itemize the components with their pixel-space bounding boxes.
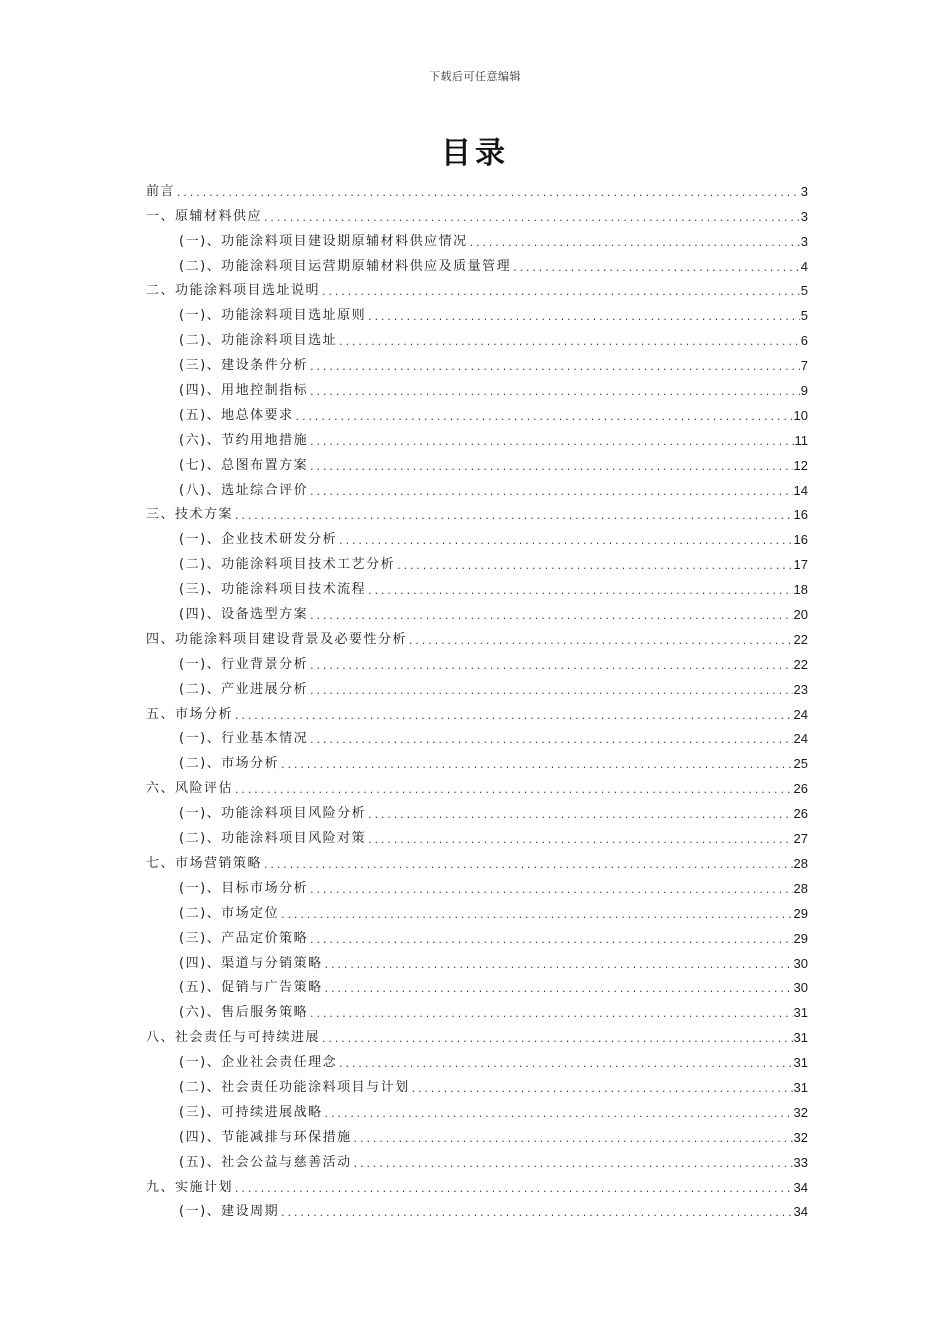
toc-entry[interactable]: [146, 300, 808, 325]
toc-entry[interactable]: [146, 1197, 808, 1222]
toc-dot-leader: [176, 187, 800, 201]
toc-entry-title: 五、市场分析: [146, 706, 234, 722]
toc-entry-page: 14: [793, 482, 808, 498]
toc-entry-page: 32: [793, 1104, 808, 1120]
toc-entry-page: 4: [800, 258, 808, 274]
toc-entry[interactable]: [146, 500, 808, 525]
toc-entry[interactable]: [146, 898, 808, 923]
toc-entry[interactable]: [146, 773, 808, 798]
toc-dot-leader: [324, 959, 793, 973]
toc-entry-page: 22: [793, 656, 808, 672]
toc-dot-leader: [309, 461, 792, 475]
toc-entry[interactable]: [146, 574, 808, 599]
toc-entry-page: 31: [793, 1030, 808, 1046]
toc-entry-page: 22: [793, 631, 808, 647]
toc-dot-leader: [234, 784, 793, 798]
toc-entry-page: 34: [793, 1179, 808, 1195]
toc-entry-title: (五)、社会公益与慈善活动: [179, 1154, 352, 1170]
toc-entry-title: (五)、促销与广告策略: [179, 980, 323, 996]
toc-entry-title: (一)、功能涂料项目风险分析: [179, 806, 367, 822]
toc-entry-page: 26: [793, 806, 808, 822]
toc-dot-leader: [338, 535, 792, 549]
toc-entry[interactable]: [146, 649, 808, 674]
toc-entry-title: (二)、社会责任功能涂料项目与计划: [179, 1079, 410, 1095]
toc-dot-leader: [309, 486, 792, 500]
toc-entry-title: 一、原辅材料供应: [146, 208, 263, 224]
toc-entry-title: (一)、目标市场分析: [179, 880, 309, 896]
toc-entry[interactable]: [146, 848, 808, 873]
toc-entry[interactable]: [146, 375, 808, 400]
toc-entry-page: 24: [793, 706, 808, 722]
toc-dot-leader: [234, 710, 793, 724]
toc-entry-title: (六)、售后服务策略: [179, 1005, 309, 1021]
toc-entry-title: (一)、功能涂料项目建设期原辅材料供应情况: [179, 233, 468, 249]
toc-entry-title: (二)、功能涂料项目选址: [179, 333, 338, 349]
toc-entry-page: 34: [793, 1204, 808, 1220]
toc-dot-leader: [353, 1158, 793, 1172]
toc-entry[interactable]: [146, 748, 808, 773]
toc-entry[interactable]: [146, 524, 808, 549]
toc-dot-leader: [408, 635, 793, 649]
toc-entry-title: (二)、产业进展分析: [179, 681, 309, 697]
toc-dot-leader: [280, 909, 792, 923]
toc-entry-title: (一)、行业基本情况: [179, 731, 309, 747]
toc-entry-page: 31: [793, 1079, 808, 1095]
toc-entry-title: (四)、用地控制指标: [179, 383, 309, 399]
toc-dot-leader: [280, 759, 792, 773]
toc-entry-page: 6: [800, 333, 808, 349]
toc-entry-title: 七、市场营销策略: [146, 855, 263, 871]
toc-entry-title: (六)、节约用地措施: [179, 432, 309, 448]
toc-entry[interactable]: [146, 798, 808, 823]
toc-entry-page: 24: [793, 731, 808, 747]
toc-entry-title: 前言: [146, 183, 176, 199]
toc-entry-page: 29: [793, 905, 808, 921]
toc-entry-page: 26: [793, 781, 808, 797]
toc-entry-page: 20: [793, 607, 808, 623]
toc-dot-leader: [309, 734, 792, 748]
toc-entry-page: 3: [800, 208, 808, 224]
toc-entry-page: 10: [793, 407, 808, 423]
toc-entry-page: 16: [793, 507, 808, 523]
toc-entry-title: 二、功能涂料项目选址说明: [146, 283, 321, 299]
toc-entry[interactable]: [146, 923, 808, 948]
toc-dot-leader: [411, 1083, 793, 1097]
toc-entry-page: 17: [793, 557, 808, 573]
toc-entry-page: 3: [800, 233, 808, 249]
toc-dot-leader: [367, 311, 800, 325]
toc-dot-leader: [309, 934, 792, 948]
toc-entry[interactable]: [146, 674, 808, 699]
toc-entry-page: 31: [793, 1005, 808, 1021]
toc-entry-page: 18: [793, 582, 808, 598]
toc-entry[interactable]: [146, 873, 808, 898]
toc-entry[interactable]: [146, 1147, 808, 1172]
toc-dot-leader: [353, 1133, 793, 1147]
toc-entry[interactable]: [146, 948, 808, 973]
toc-entry-title: (二)、功能涂料项目运营期原辅材料供应及质量管理: [179, 258, 512, 274]
toc-entry[interactable]: [146, 724, 808, 749]
toc-entry[interactable]: [146, 599, 808, 624]
toc-dot-leader: [234, 510, 793, 524]
toc-entry-page: 11: [794, 432, 808, 448]
toc-dot-leader: [338, 336, 800, 350]
toc-entry-page: 30: [793, 980, 808, 996]
toc-entry-page: 7: [800, 358, 808, 374]
toc-entry-page: 23: [793, 681, 808, 697]
toc-dot-leader: [263, 212, 800, 226]
toc-entry-title: (四)、设备选型方案: [179, 607, 309, 623]
toc-entry[interactable]: [146, 325, 808, 350]
toc-entry[interactable]: [146, 350, 808, 375]
toc-entry-title: (三)、可持续进展战略: [179, 1104, 323, 1120]
toc-entry-title: (一)、功能涂料项目选址原则: [179, 308, 367, 324]
toc-entry[interactable]: [146, 973, 808, 998]
toc-entry-title: (二)、市场分析: [179, 756, 280, 772]
toc-dot-leader: [263, 859, 793, 873]
toc-entry[interactable]: [146, 699, 808, 724]
toc-dot-leader: [309, 660, 792, 674]
toc-entry-title: (一)、企业技术研发分析: [179, 532, 338, 548]
toc-dot-leader: [321, 286, 800, 300]
toc-entry-title: (八)、选址综合评价: [179, 482, 309, 498]
toc-entry-title: (三)、功能涂料项目技术流程: [179, 582, 367, 598]
toc-entry[interactable]: [146, 1047, 808, 1072]
toc-dot-leader: [338, 1058, 792, 1072]
toc-entry-page: 16: [793, 532, 808, 548]
toc-entry[interactable]: [146, 425, 808, 450]
toc-entry-title: (四)、渠道与分销策略: [179, 955, 323, 971]
toc-entry-page: 32: [793, 1129, 808, 1145]
toc-entry-page: 3: [800, 183, 808, 199]
toc-entry-page: 33: [793, 1154, 808, 1170]
toc-dot-leader: [309, 361, 800, 375]
toc-entry-page: 31: [793, 1055, 808, 1071]
toc-entry-title: 六、风险评估: [146, 781, 234, 797]
toc-entry-title: 九、实施计划: [146, 1179, 234, 1195]
toc-entry[interactable]: [146, 226, 808, 251]
toc-entry-title: (四)、节能减排与环保措施: [179, 1129, 352, 1145]
toc-entry-title: 八、社会责任与可持续进展: [146, 1030, 321, 1046]
toc-entry[interactable]: [146, 251, 808, 276]
toc-entry-title: (三)、产品定价策略: [179, 930, 309, 946]
toc-dot-leader: [367, 585, 792, 599]
toc-entry-title: (七)、总图布置方案: [179, 457, 309, 473]
toc-title: 目录: [441, 136, 509, 171]
toc-entry-page: 9: [800, 383, 808, 399]
toc-dot-leader: [512, 262, 800, 276]
toc-entry-title: 三、技术方案: [146, 507, 234, 523]
toc-entry-page: 27: [793, 831, 808, 847]
toc-dot-leader: [309, 1008, 792, 1022]
toc-entry[interactable]: [146, 1022, 808, 1047]
toc-entry[interactable]: [146, 201, 808, 226]
toc-entry[interactable]: [146, 450, 808, 475]
toc-dot-leader: [309, 610, 792, 624]
toc-entry[interactable]: [146, 276, 808, 301]
toc-entry[interactable]: [146, 1172, 808, 1197]
toc-dot-leader: [309, 884, 792, 898]
toc-entry-page: 29: [793, 930, 808, 946]
toc-entry[interactable]: [146, 1072, 808, 1097]
toc-dot-leader: [367, 809, 792, 823]
toc-entry-title: (二)、市场定位: [179, 905, 280, 921]
toc-entry[interactable]: [146, 1097, 808, 1122]
toc-entry-title: (二)、功能涂料项目技术工艺分析: [179, 557, 396, 573]
toc-dot-leader: [309, 436, 793, 450]
toc-entry-title: (五)、地总体要求: [179, 407, 294, 423]
toc-entry[interactable]: [146, 624, 808, 649]
toc-dot-leader: [396, 560, 792, 574]
toc-entry-page: 12: [793, 457, 808, 473]
toc-dot-leader: [280, 1207, 792, 1221]
table-of-contents: [146, 176, 808, 1221]
toc-entry-page: 5: [800, 308, 808, 324]
toc-entry[interactable]: [146, 400, 808, 425]
toc-entry-page: 28: [793, 855, 808, 871]
toc-entry[interactable]: [146, 176, 808, 201]
toc-entry[interactable]: [146, 475, 808, 500]
toc-dot-leader: [309, 386, 800, 400]
toc-dot-leader: [309, 685, 792, 699]
toc-dot-leader: [469, 237, 800, 251]
toc-entry[interactable]: [146, 549, 808, 574]
toc-dot-leader: [234, 1183, 793, 1197]
toc-entry-page: 5: [800, 283, 808, 299]
toc-entry-title: (二)、功能涂料项目风险对策: [179, 831, 367, 847]
toc-entry-page: 30: [793, 955, 808, 971]
toc-entry-page: 28: [793, 880, 808, 896]
toc-entry-title: (一)、企业社会责任理念: [179, 1055, 338, 1071]
toc-entry-title: (一)、行业背景分析: [179, 656, 309, 672]
toc-entry-page: 25: [793, 756, 808, 772]
toc-entry[interactable]: [146, 823, 808, 848]
toc-entry[interactable]: [146, 997, 808, 1022]
toc-dot-leader: [324, 983, 793, 997]
toc-dot-leader: [321, 1033, 793, 1047]
toc-entry-title: (一)、建设周期: [179, 1204, 280, 1220]
toc-entry[interactable]: [146, 1122, 808, 1147]
toc-entry-title: (三)、建设条件分析: [179, 358, 309, 374]
toc-dot-leader: [367, 834, 792, 848]
toc-dot-leader: [324, 1108, 793, 1122]
toc-entry-title: 四、功能涂料项目建设背景及必要性分析: [146, 631, 408, 647]
header-note: 下载后可任意编辑: [429, 70, 521, 83]
toc-dot-leader: [295, 411, 793, 425]
